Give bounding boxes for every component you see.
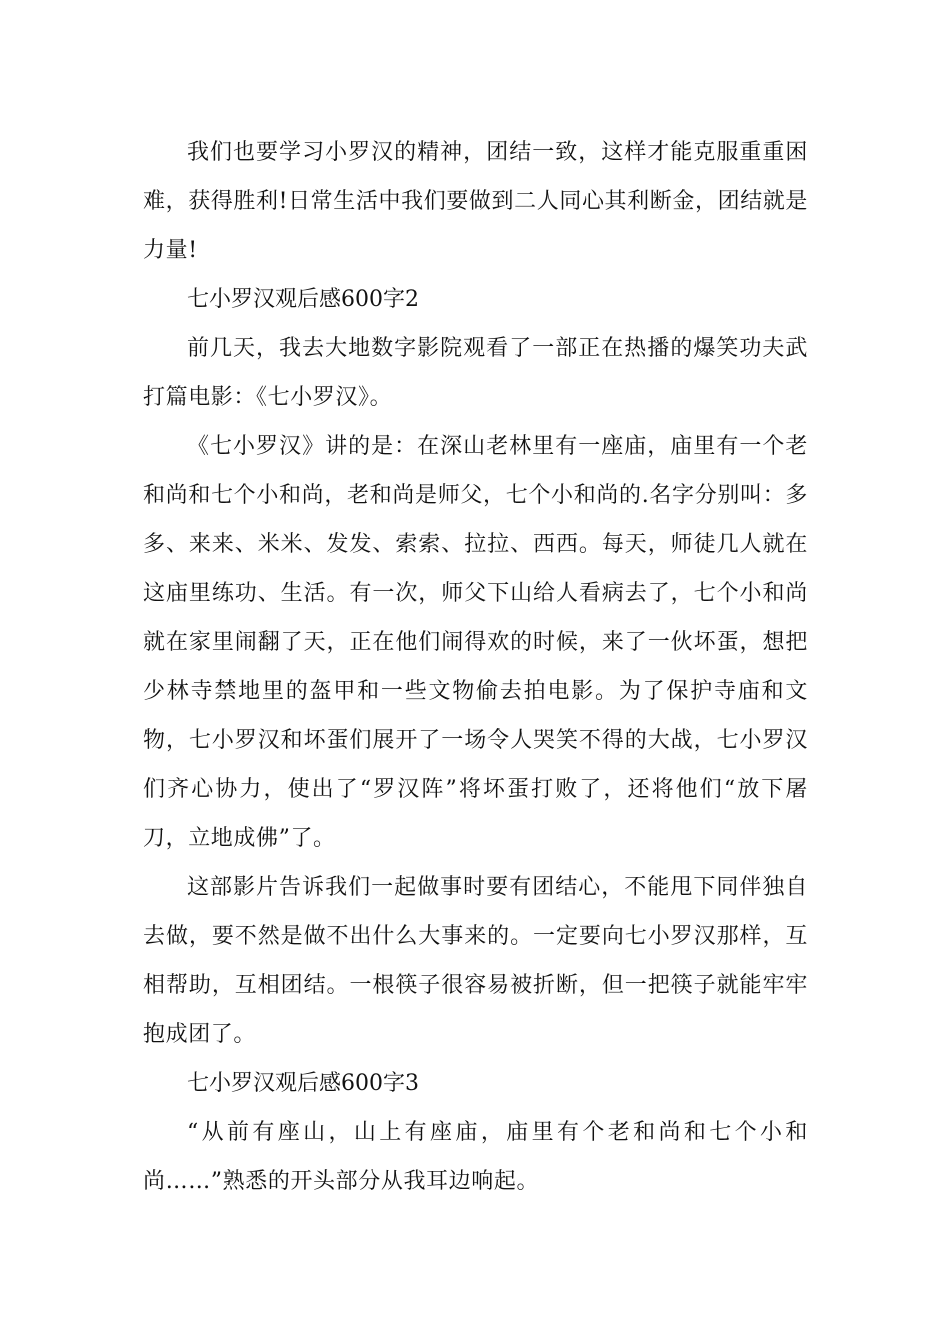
paragraph-5: “从前有座山，山上有座庙，庙里有个老和尚和七个小和尚……”熟悉的开头部分从我耳边响起。 xyxy=(143,1120,808,1194)
section-heading-3: 七小罗汉观后感600字3 xyxy=(187,1071,419,1096)
section-heading-2: 七小罗汉观后感600字2 xyxy=(187,287,419,312)
paragraph-3: 《七小罗汉》讲的是：在深山老林里有一座庙，庙里有一个老和尚和七个小和尚，老和尚是师父，七个小和尚的.名字分别叫：多多、来来、米米、发发、索索、拉拉、西西。每天，师徒几人就在这庙里练功、生活。有一次，师父下山给人看病去了，七个小和尚就在家里闹翻了天，正在他们闹得欢的时候，来了一伙坏蛋，想把少林寺禁地里的盔甲和一些文物偷去拍电影。为了保护寺庙和文物，七小罗汉和坏蛋们展开了一场令人哭笑不得的大战，七小罗汉们齐心协力，使出了“罗汉阵”将坏蛋打败了，还将他们“放下屠刀，立地成佛”了。 xyxy=(143,434,808,851)
paragraph-4: 这部影片告诉我们一起做事时要有团结心，不能甩下同伴独自去做，要不然是做不出什么大事来的。一定要向七小罗汉那样，互相帮助，互相团结。一根筷子很容易被折断，但一把筷子就能牢牢抱成团了。 xyxy=(143,875,808,1047)
paragraph-1: 我们也要学习小罗汉的精神，团结一致，这样才能克服重重困难，获得胜利!日常生活中我们要做到二人同心其利断金，团结就是力量! xyxy=(143,140,808,263)
document-body xyxy=(143,128,808,1206)
paragraph-2: 前几天，我去大地数字影院观看了一部正在热播的爆笑功夫武打篇电影：《七小罗汉》。 xyxy=(143,336,808,410)
